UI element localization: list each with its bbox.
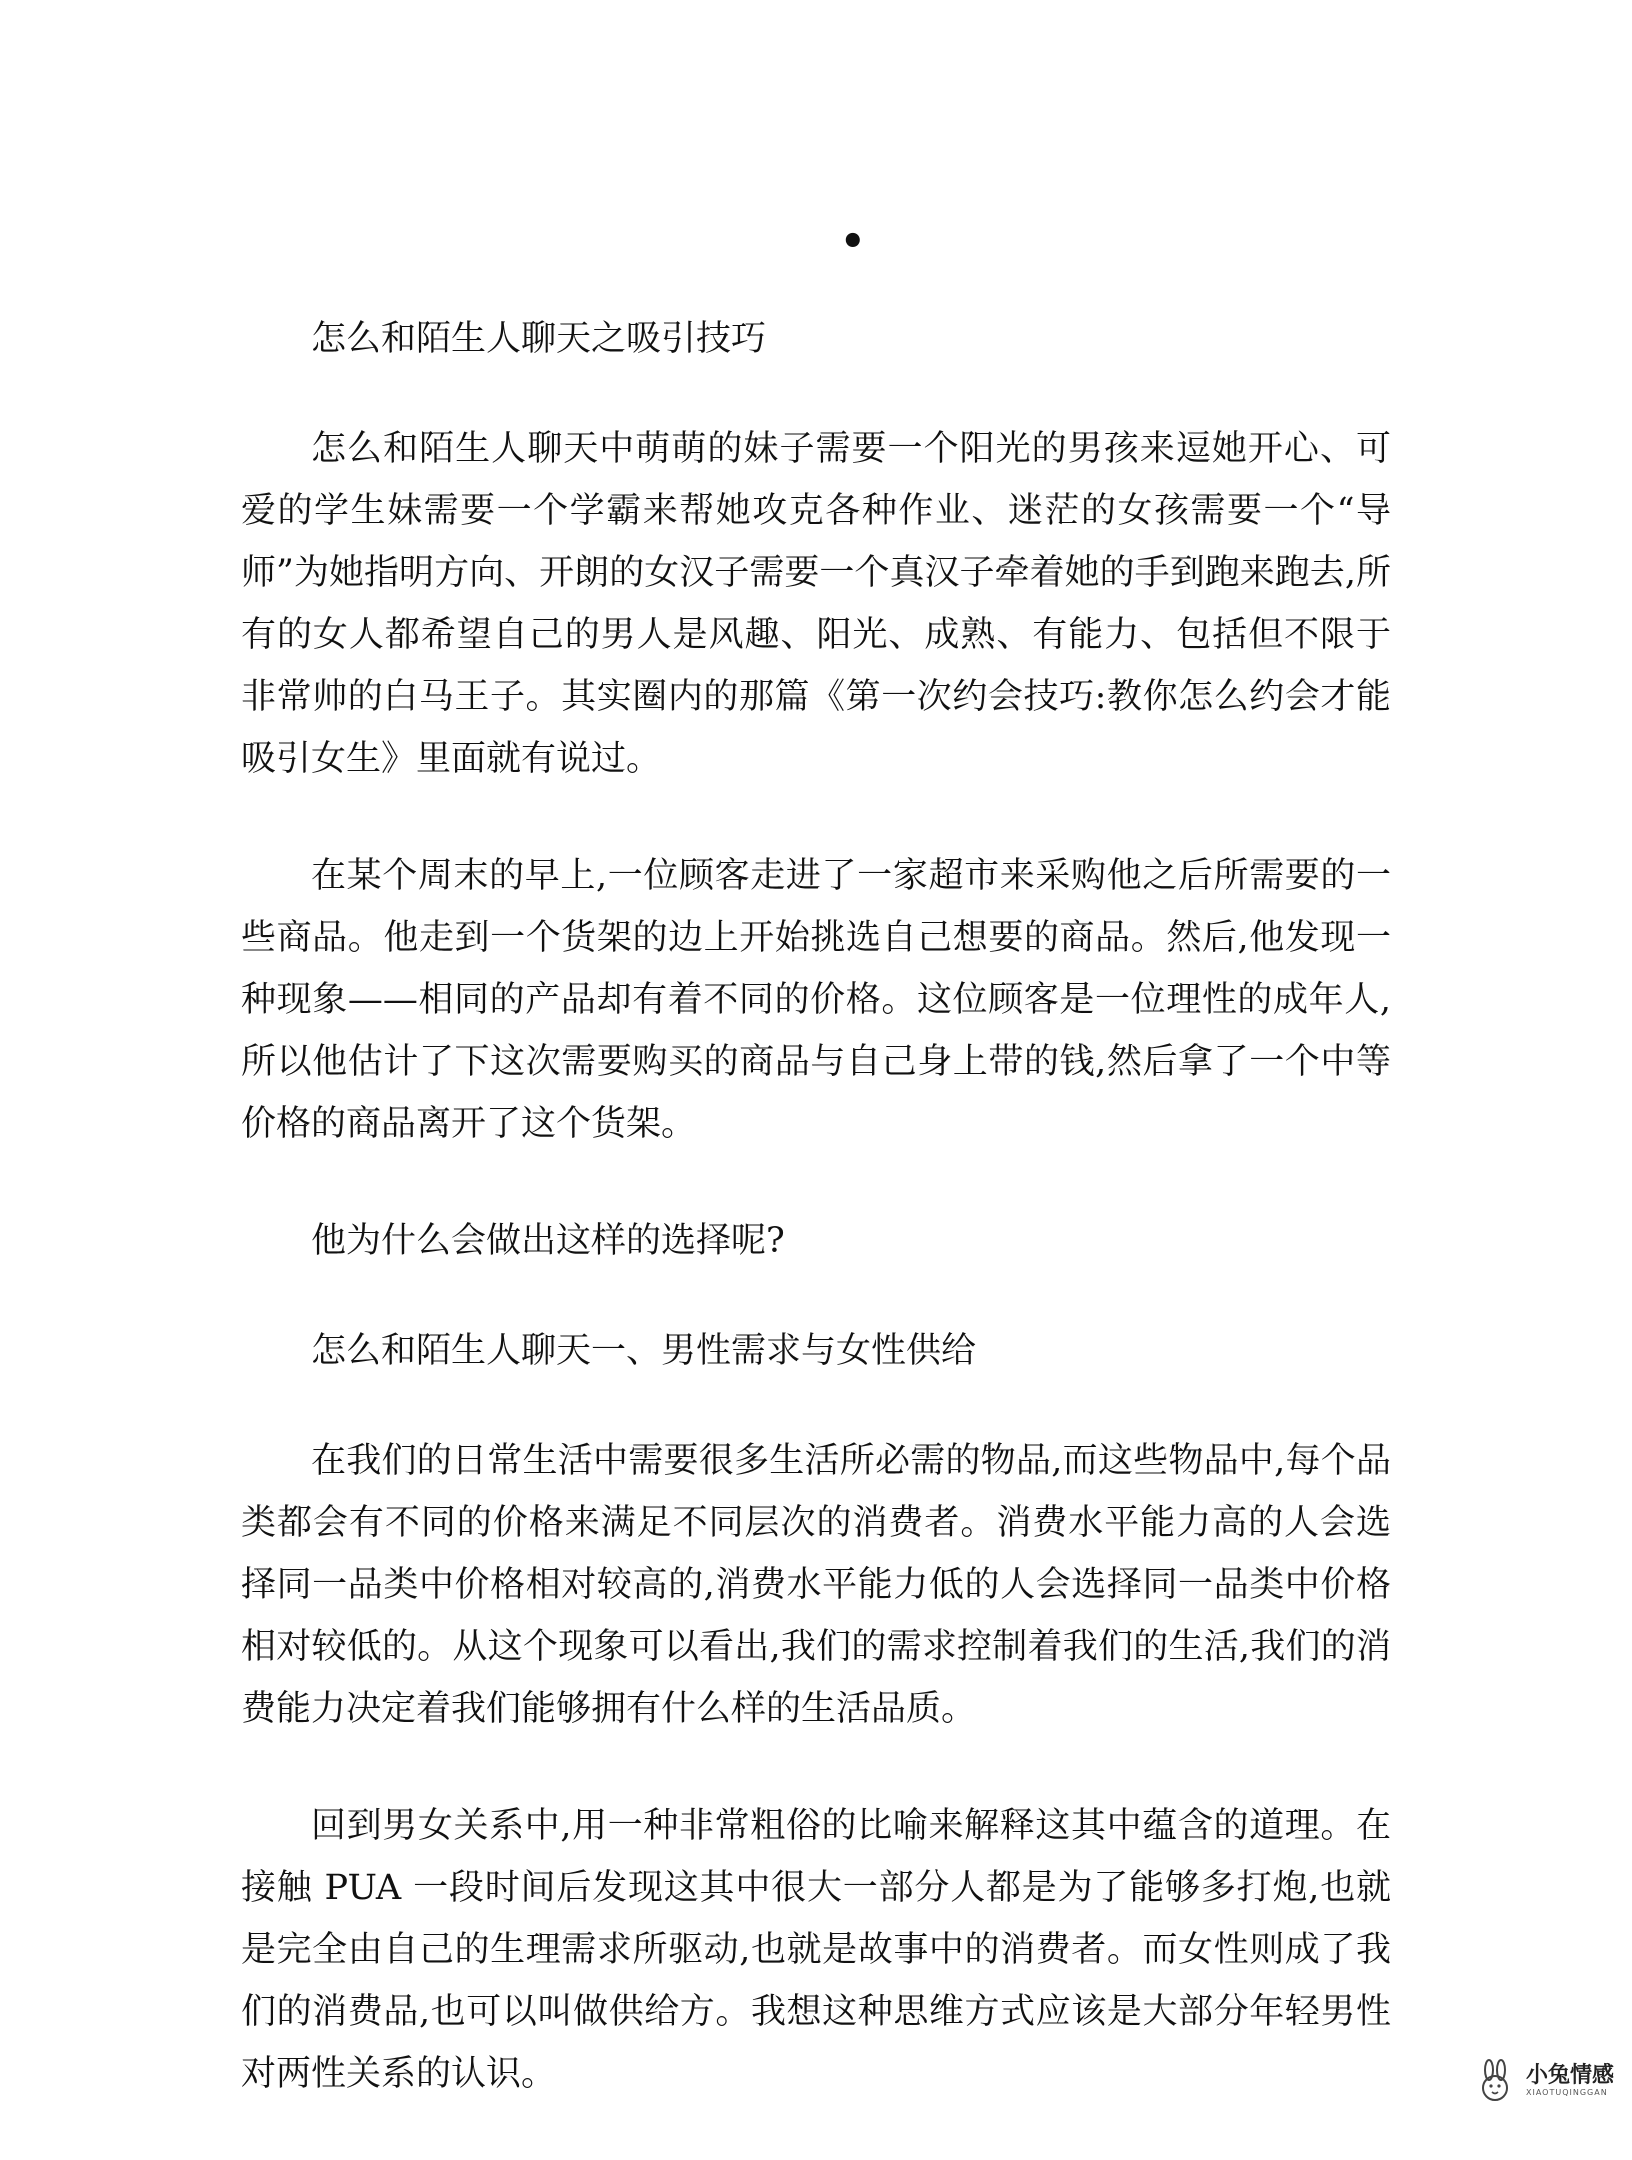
question-paragraph: 他为什么会做出这样的选择呢? [311, 1221, 785, 1261]
watermark-text [1526, 2064, 1614, 2098]
supermarket-paragraph: 在某个周末的早上,一位顾客走进了一家超市来采购他之后所需要的一些商品。他走到一个货架的边上开始挑选自己想要的商品。然后,他发现一种现象——相同的产品却有着不同的价格。这位顾客是一位理性的成年人,所以他估计了下这次需要购买的商品与自己身上带的钱,然后拿了一个中等价格的商品离开了这个货架。 [241, 856, 1391, 1144]
rabbit-logo-icon [1472, 2058, 1518, 2104]
article-body [241, 308, 1391, 2160]
consumption-paragraph: 在我们的日常生活中需要很多生活所必需的物品,而这些物品中,每个品类都会有不同的价格来满足不同层次的消费者。消费水平能力高的人会选择同一品类中价格相对较高的,消费水平能力低的人会选择同一品类中价格相对较低的。从这个现象可以看出,我们的需求控制着我们的生活,我们的消费能力决定着我们能够拥有什么样的生活品质。 [241, 1441, 1391, 1729]
header-dot: • [840, 218, 866, 265]
relationship-paragraph: 回到男女关系中,用一种非常粗俗的比喻来解释这其中蕴含的道理。在接触 PUA 一段时间后发现这其中很大一部分人都是为了能够多打炮,也就是完全由自己的生理需求所驱动,也就是故事中的消费者。而女性则成了我们的消费品,也可以叫做供给方。我想这种思维方式应该是大部分年轻男性对两性关系的认识。 [241, 1806, 1391, 2094]
section-heading: 怎么和陌生人聊天一、男性需求与女性供给 [311, 1331, 977, 1371]
watermark-url: XIAOTUQINGGAN [1525, 2088, 1608, 2097]
subtitle-paragraph: 怎么和陌生人聊天之吸引技巧 [311, 319, 767, 359]
watermark-name: 小兔情感 [1525, 2063, 1614, 2088]
watermark [1472, 2058, 1614, 2104]
intro-paragraph: 怎么和陌生人聊天中萌萌的妹子需要一个阳光的男孩来逗她开心、可爱的学生妹需要一个学霸来帮她攻克各种作业、迷茫的女孩需要一个“导师”为她指明方向、开朗的女汉子需要一个真汉子牵着她的手到跑来跑去,所有的女人都希望自己的男人是风趣、阳光、成熟、有能力、包括但不限于非常帅的白马王子。其实圈内的那篇《第一次约会技巧:教你怎么约会才能吸引女生》里面就有说过。 [241, 429, 1391, 779]
